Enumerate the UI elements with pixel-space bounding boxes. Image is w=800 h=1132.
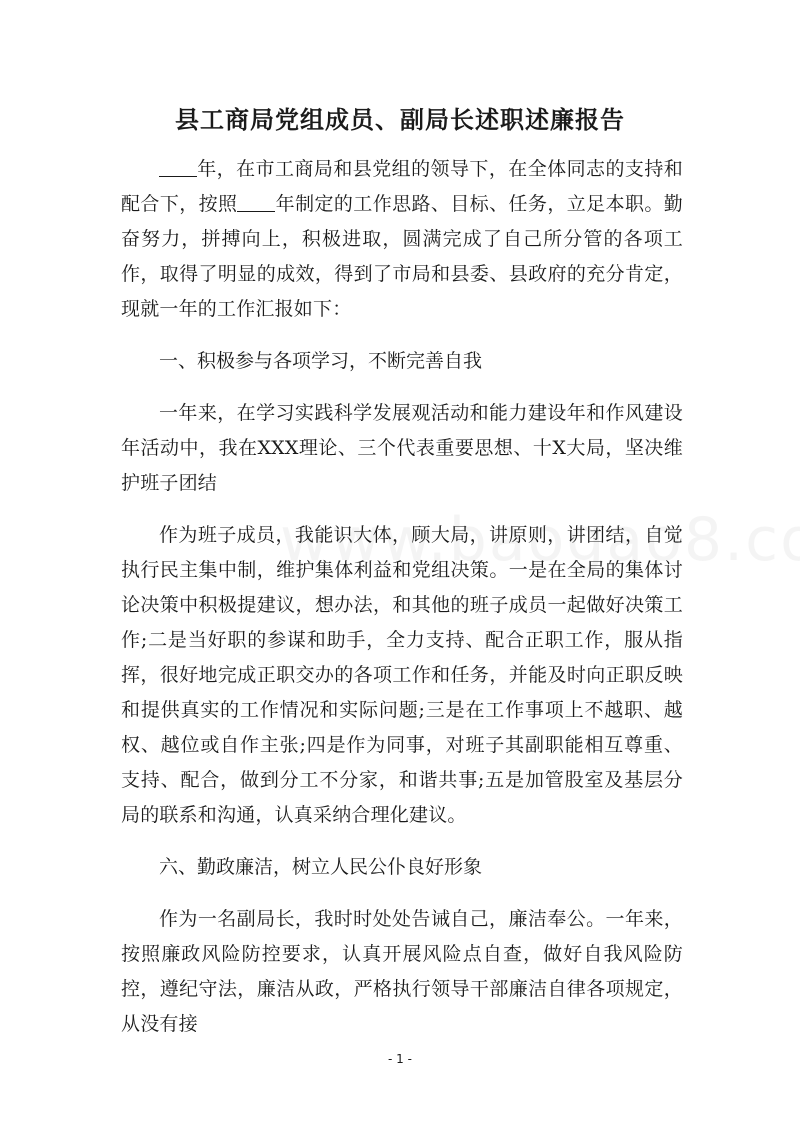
section6-heading: 六、勤政廉洁，树立人民公仆良好形象 [159, 856, 483, 878]
blank-line [159, 158, 197, 177]
section1-heading: 一、积极参与各项学习，不断完善自我 [159, 350, 483, 372]
document-body [121, 152, 683, 1059]
section1-paragraph-1: 一年来，在学习实践科学发展观活动和能力建设年和作风建设年活动中，我在XXX理论、三个代表重要思想、十X大局，坚决维护班子团结 [121, 402, 683, 494]
intro-text-part1: 年，在市工商局和县党组的领导下，在全体同志的支持和配合下，按照 [121, 158, 683, 215]
section6-paragraph: 作为一名副局长，我时时处处告诫自己，廉洁奉公。一年来，按照廉政风险防控要求，认真开展风险点自查，做好自我风险防控，遵纪守法，廉洁从政，严格执行领导干部廉洁自律各项规定，从没有接 [121, 908, 683, 1035]
intro-paragraph [121, 152, 683, 327]
section1-paragraph-2: 作为班子成员，我能识大体，顾大局，讲原则，讲团结，自觉执行民主集中制，维护集体利益和党组决策。一是在全局的集体讨论决策中积极提建议，想办法，和其他的班子成员一起做好决策工作;二是当好职的参谋和助手，全力支持、配合正职工作，服从指挥，很好地完成正职交办的各项工作和任务，并能及时向正职反映和提供真实的工作情况和实际问题;三是在工作事项上不越职、越权、越位或自作主张;四是作为同事，对班子其副职能相互尊重、支持、配合，做到分工不分家，和谐共事;五是加管股室及基层分局的联系和沟通，认真采纳合理化建议。 [121, 524, 683, 826]
page-number: - 1 - [388, 1052, 412, 1066]
intro-text-part2: 年制定的工作思路、目标、任务，立足本职。勤奋努力，拼搏向上，积极进取，圆满完成了自己所分管的各项工作，取得了明显的成效，得到了市局和县委、县政府的充分肯定，现就一年的工作汇报如下： [121, 193, 684, 320]
blank-line [237, 193, 275, 212]
document-title: 县工商局党组成员、副局长述职述廉报告 [175, 105, 625, 134]
